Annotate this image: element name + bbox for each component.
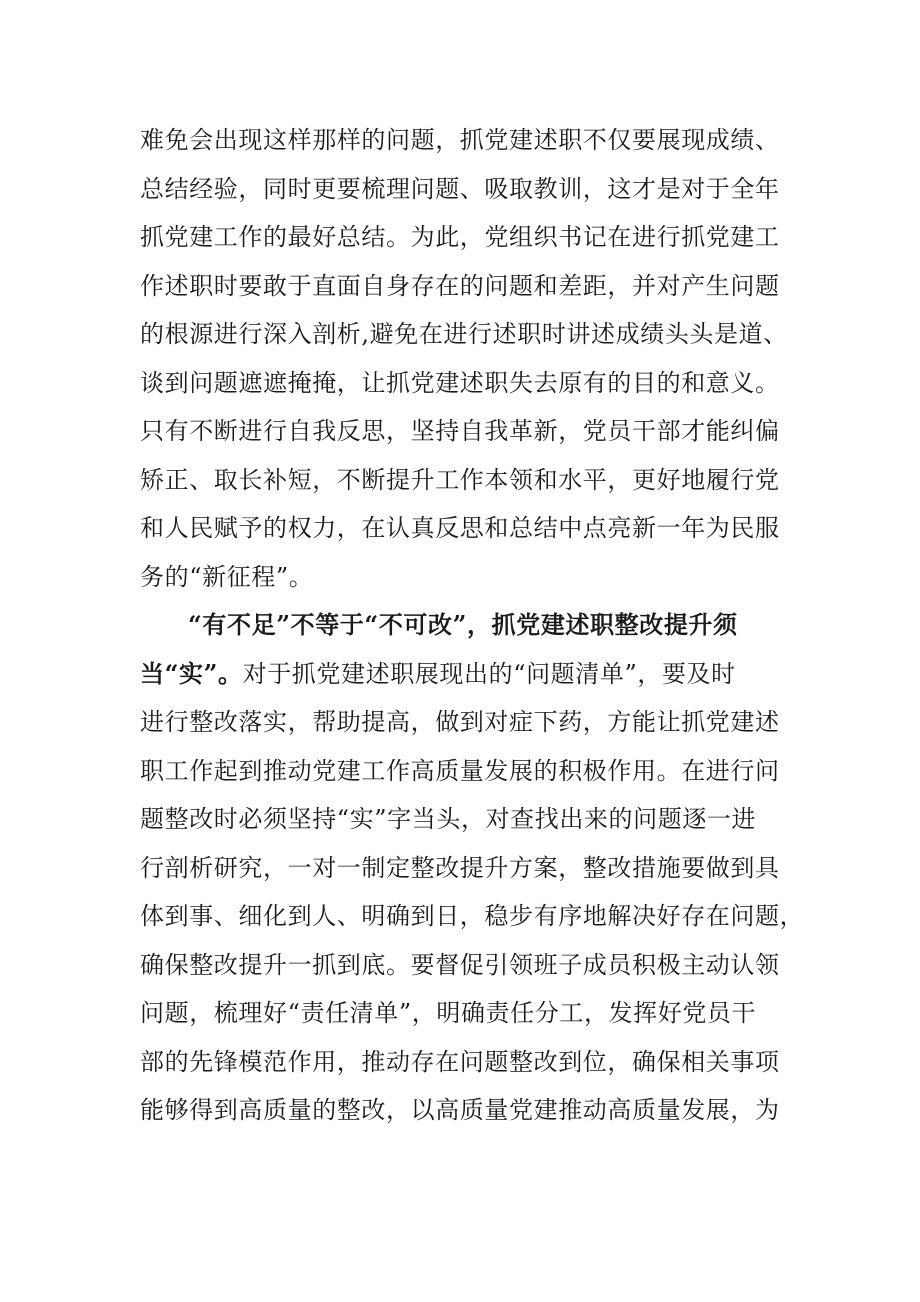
paragraph-2-line: 行剖析研究，一对一制定整改提升方案，整改措施要做到具 <box>140 853 780 882</box>
paragraph-1-line: 总结经验，同时更要梳理问题、吸取教训，这才是对于全年 <box>140 174 780 203</box>
paragraph-1-line: 务的“新征程”。 <box>140 562 314 591</box>
paragraph-1-line: 只有不断进行自我反思，坚持自我革新，党员干部才能纠偏 <box>140 417 780 445</box>
paragraph-2-line-start: 对于抓党建述职展现出的“问题清单”，要及时 <box>242 659 736 688</box>
paragraph-1-line: 和人民赋予的权力，在认真反思和总结中点亮新一年为民服 <box>140 514 780 542</box>
paragraph-1-line: 难免会出现这样那样的问题，抓党建述职不仅要展现成绩、 <box>140 126 780 154</box>
paragraph-2-line: 问题，梳理好“责任清单”，明确责任分工，发挥好党员干 <box>140 999 757 1027</box>
paragraph-2-line: 体到事、细化到人、明确到日，稳步有序地解决好存在问题， <box>140 902 805 930</box>
paragraph-1-line: 的根源进行深入剖析,避免在进行述职时讲述成绩头头是道、 <box>140 320 788 348</box>
paragraph-1-line: 谈到问题遮遮掩掩，让抓党建述职失去原有的目的和意义。 <box>140 368 780 397</box>
paragraph-2-heading-continuation <box>140 650 800 699</box>
paragraph-1-line: 抓党建工作的最好总结。为此，党组织书记在进行抓党建工 <box>140 223 780 251</box>
paragraph-2-line: 部的先锋模范作用，推动存在问题整改到位，确保相关事项 <box>140 1047 780 1076</box>
paragraph-2-line: 题整改时必须坚持“实”字当头，对查找出来的问题逐一进 <box>140 805 757 833</box>
body-text <box>140 116 805 1135</box>
paragraph-2-line: 能够得到高质量的整改，以高质量党建推动高质量发展，为 <box>140 1096 780 1124</box>
paragraph-2-heading: “有不足”不等于“不可改”，抓党建述职整改提升须 <box>188 610 738 639</box>
paragraph-1-line: 矫正、取长补短，不断提升工作本领和水平，更好地履行党 <box>140 465 780 494</box>
paragraph-2-line: 进行整改落实，帮助提高，做到对症下药，方能让抓党建述 <box>140 708 780 736</box>
paragraph-2-heading-end: 当“实”。 <box>140 658 243 688</box>
paragraph-2-line: 职工作起到推动党建工作高质量发展的积极作用。在进行问 <box>140 756 780 785</box>
paragraph-2-line: 确保整改提升一抓到底。要督促引领班子成员积极主动认领 <box>140 950 780 979</box>
paragraph-1-line: 作述职时要敢于直面自身存在的问题和差距，并对产生问题 <box>140 271 780 300</box>
